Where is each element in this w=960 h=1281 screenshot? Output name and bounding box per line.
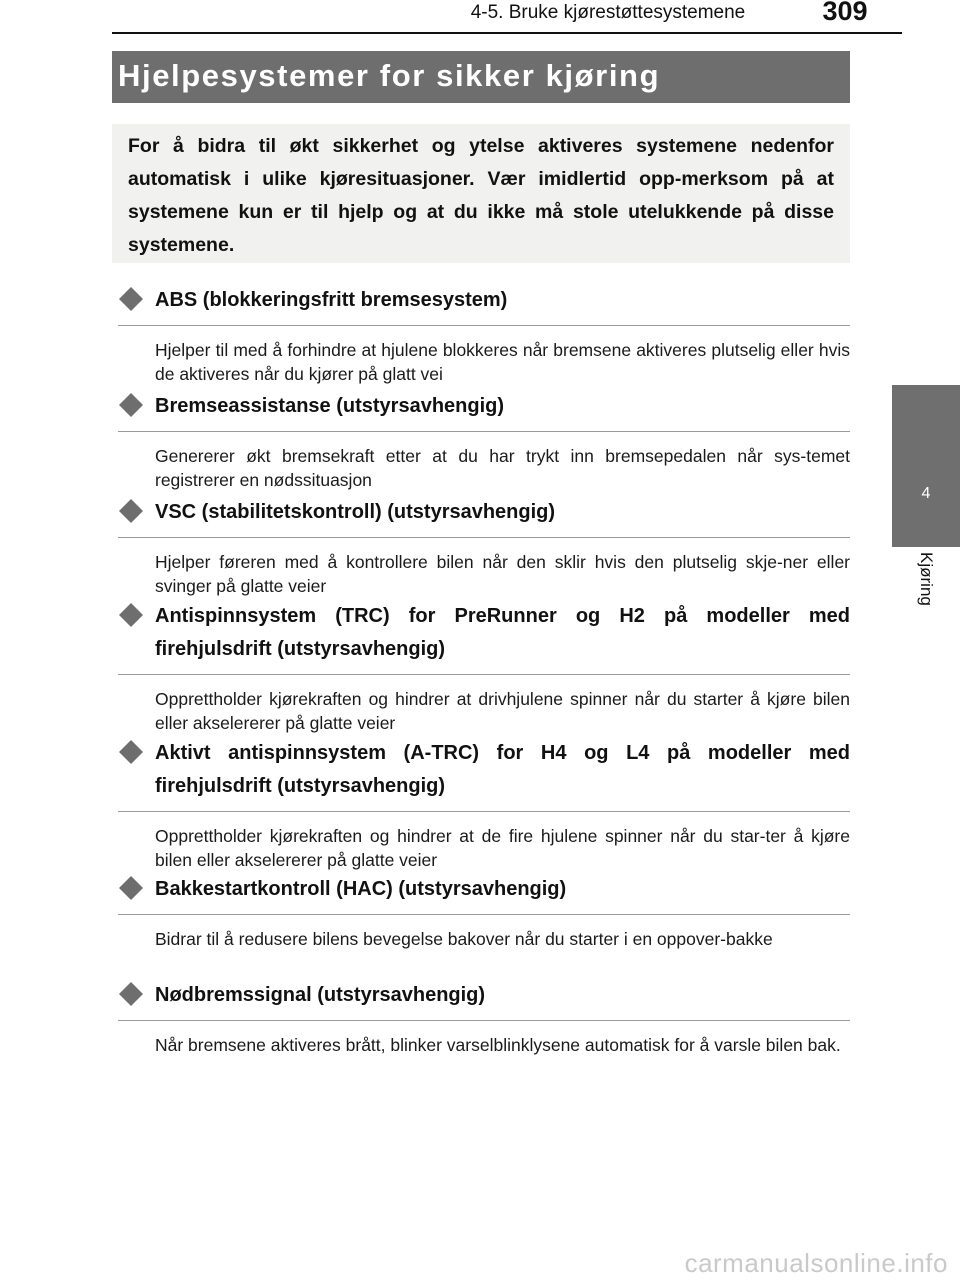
section-title: ABS (blokkeringsfritt bremsesystem): [155, 289, 508, 311]
chapter-tab: [892, 385, 960, 547]
section-title: Antispinnsystem (TRC) for PreRunner og H2 på modeller med firehjulsdrift (utstyrsavhengig): [155, 605, 850, 660]
section-body: Opprettholder kjørekraften og hindrer at de fire hjulene spinner når du star-ter å kjøre bilen eller akselererer på glatte veier: [155, 826, 850, 870]
page-number: 309: [822, 0, 868, 26]
diamond-bullet-icon: [118, 602, 144, 628]
section-abs: [118, 284, 850, 386]
chapter-label: Kjøring: [917, 552, 936, 606]
section-trc: [118, 600, 850, 735]
diamond-bullet-icon: [118, 981, 144, 1007]
section-title: Nødbremssignal (utstyrsavhengig): [155, 984, 486, 1006]
section-title: Aktivt antispinnsystem (A-TRC) for H4 og L4 på modeller med firehjulsdrift (utstyrsavhengig): [155, 742, 850, 797]
running-header: 4-5. Bruke kjørestøttesystemene: [470, 2, 746, 23]
section-brake-assist: [118, 390, 850, 492]
diamond-bullet-icon: [118, 286, 144, 312]
section-a-trc: [118, 737, 850, 872]
section-heading: [118, 496, 850, 538]
section-heading: [118, 979, 850, 1021]
section-heading: [118, 873, 850, 915]
diamond-bullet-icon: [118, 875, 144, 901]
watermark: carmanualsonline.info: [684, 1248, 948, 1278]
section-title: VSC (stabilitetskontroll) (utstyrsavhengig): [155, 501, 556, 523]
diamond-bullet-icon: [118, 392, 144, 418]
diamond-bullet-icon: [118, 739, 144, 765]
section-hac: [118, 873, 850, 951]
diamond-bullet-icon: [118, 498, 144, 524]
section-heading: [118, 390, 850, 432]
section-body: Genererer økt bremsekraft etter at du har trykt inn bremsepedalen når sys-temet registrerer en nødssituasjon: [155, 446, 850, 490]
section-title: Bakkestartkontroll (HAC) (utstyrsavhengig): [155, 878, 567, 900]
section-body: Bidrar til å redusere bilens bevegelse bakover når du starter i en oppover-bakke: [155, 929, 773, 949]
section-body: Hjelper føreren med å kontrollere bilen når den sklir hvis den plutselig skje-ner eller svinger på glatte veier: [155, 552, 850, 596]
chapter-number: 4: [921, 485, 931, 502]
section-emergency-brake-signal: [118, 979, 850, 1057]
page-title: Hjelpesystemer for sikker kjøring: [118, 58, 661, 93]
section-heading: [118, 737, 850, 812]
section-body: Opprettholder kjørekraften og hindrer at drivhjulene spinner når du starter å kjøre bilen eller akselererer på glatte veier: [155, 689, 850, 733]
section-body: Hjelper til med å forhindre at hjulene blokkeres når bremsene aktiveres plutselig eller hvis de aktiveres når du kjører på glatt vei: [155, 340, 850, 384]
section-vsc: [118, 496, 850, 598]
header-rule: [112, 32, 902, 34]
section-heading: [118, 600, 850, 675]
intro-text: For å bidra til økt sikkerhet og ytelse aktiveres systemene nedenfor automatisk i ulike kjøresituasjoner. Vær imidlertid opp-merksom på at systemene kun er til hjelp og at du ikke må stole utelukkende på disse systemene.: [128, 135, 834, 256]
section-title: Bremseassistanse (utstyrsavhengig): [155, 395, 505, 417]
section-body: Når bremsene aktiveres brått, blinker varselblinklysene automatisk for å varsle bilen bak.: [155, 1035, 841, 1055]
section-heading: [118, 284, 850, 326]
